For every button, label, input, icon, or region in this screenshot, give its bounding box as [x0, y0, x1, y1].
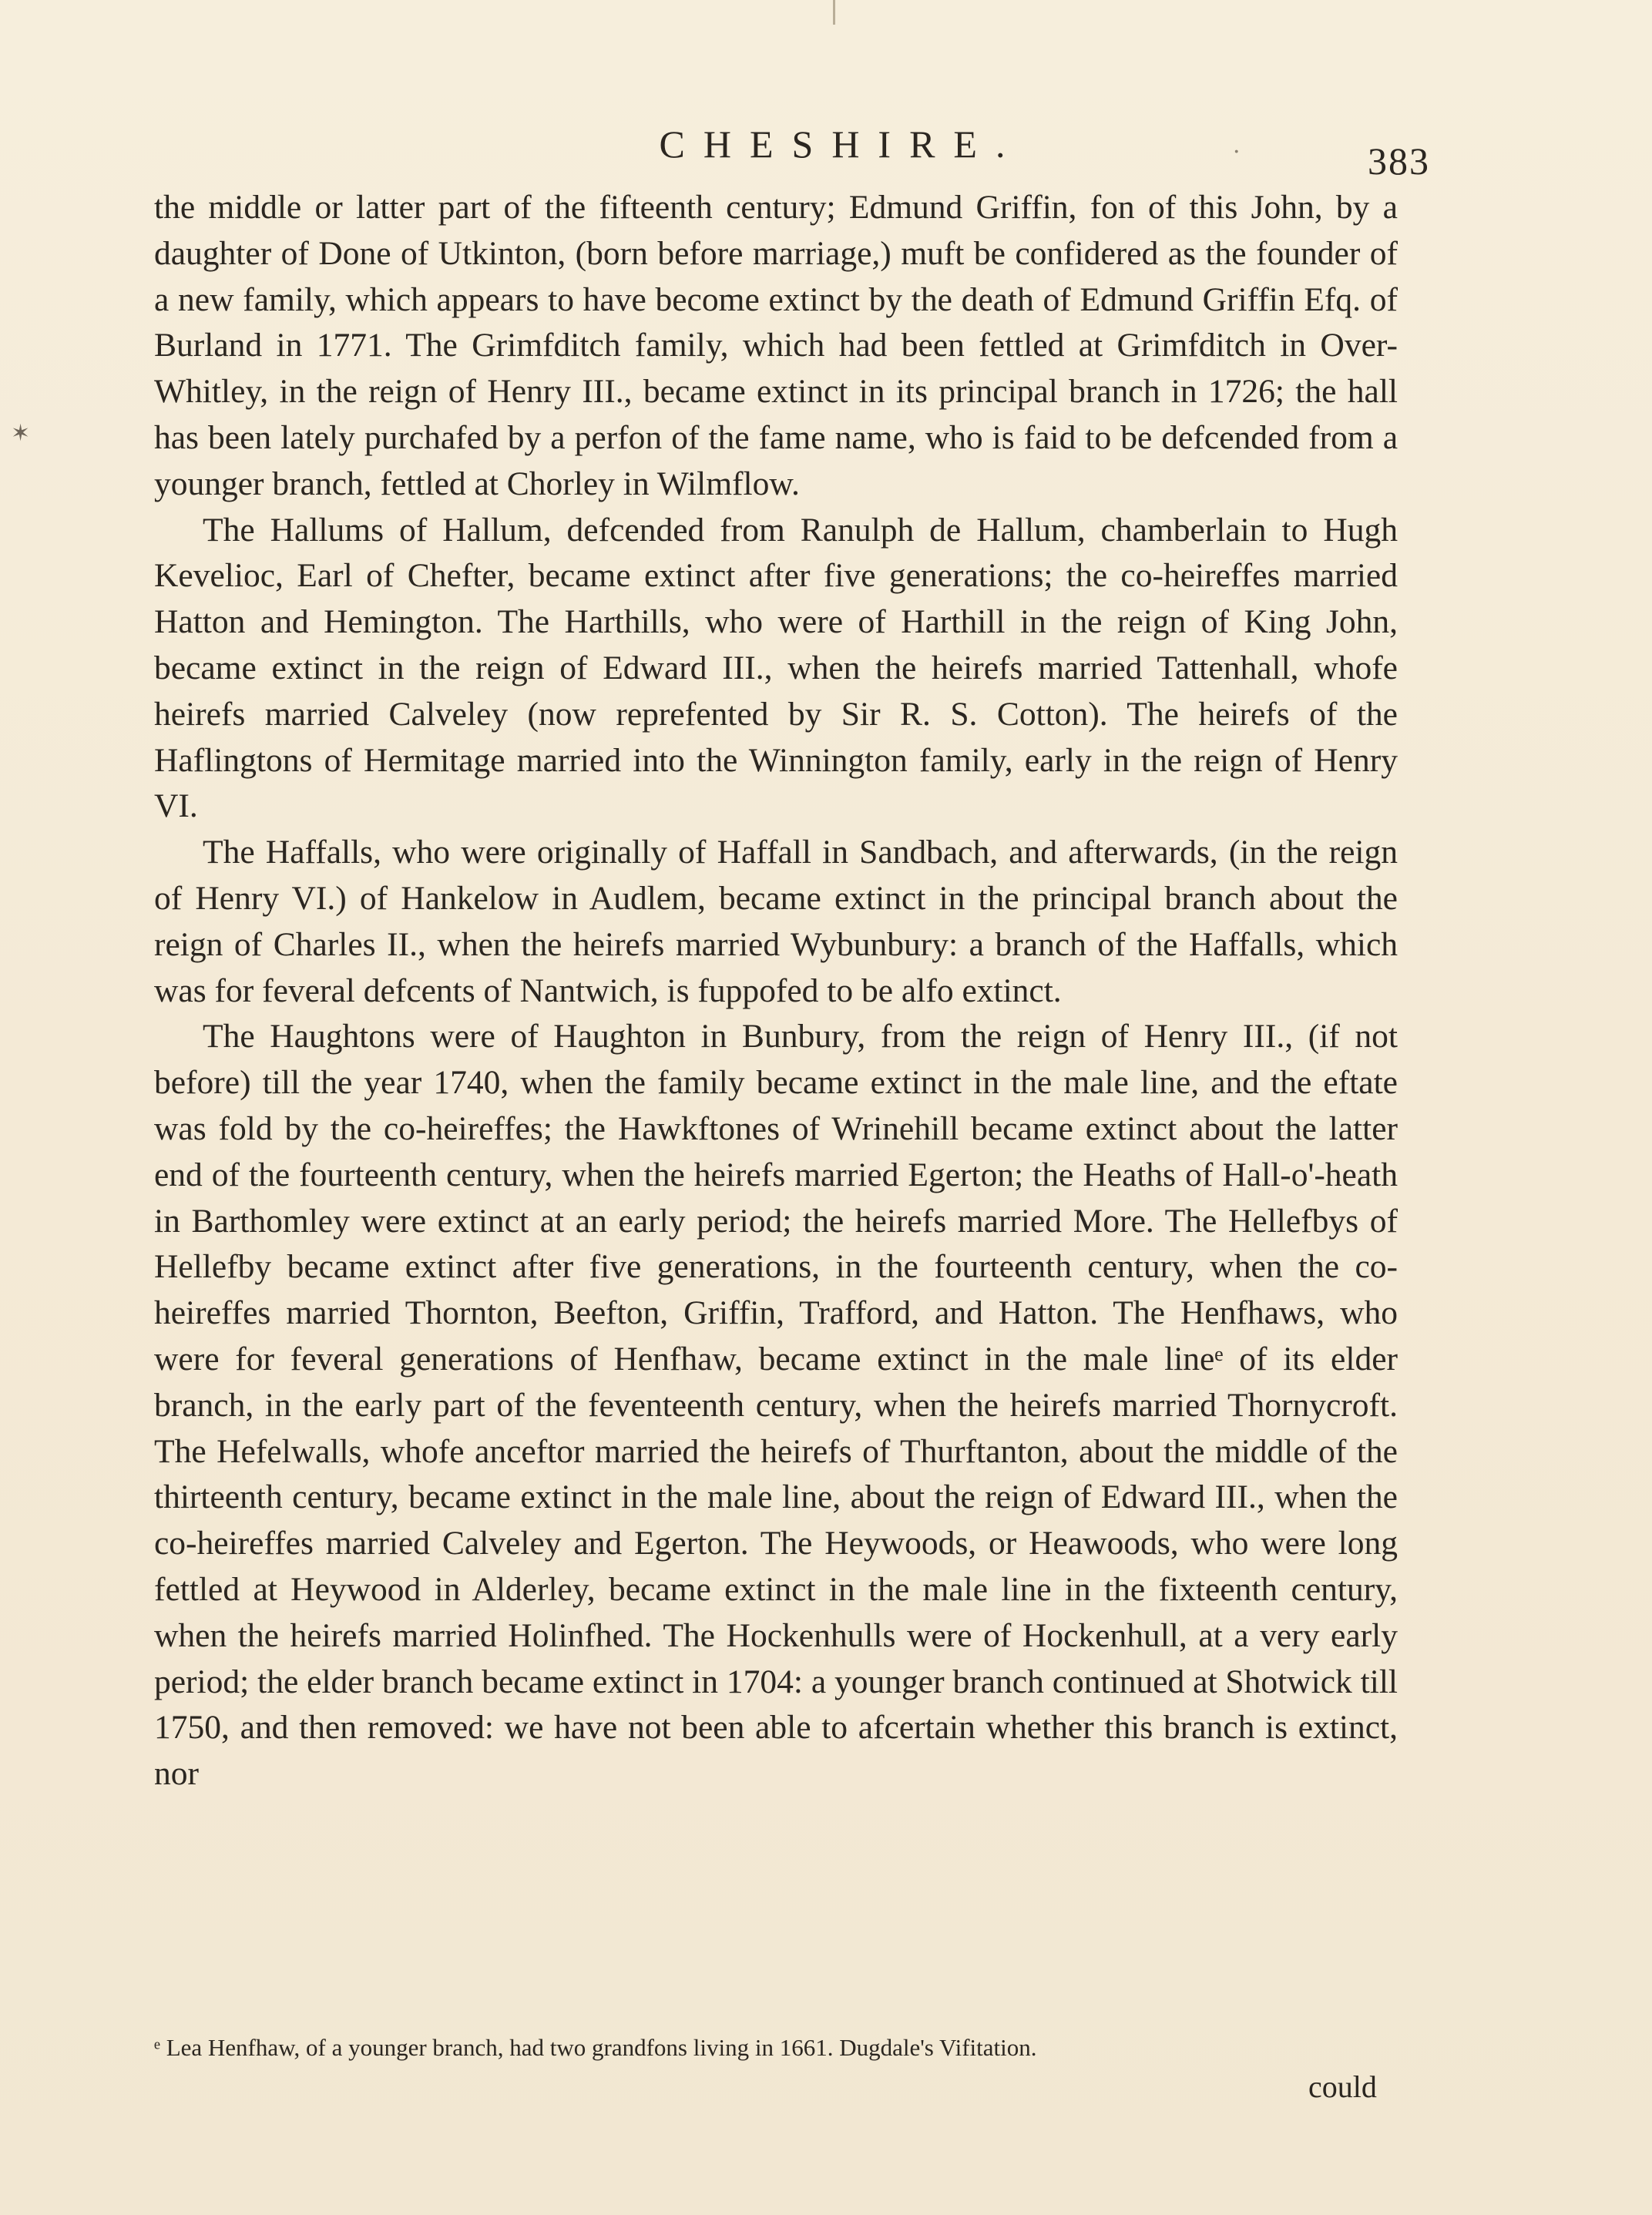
main-text	[154, 185, 1398, 1797]
paragraph: The Haughtons were of Haughton in Bunbury, from the reign of Henry III., (if not before) till the year 1740, when the family became extinct in the male line, and the eftate was fold by the co-heireffes; the Hawkftones of Wrinehill became extinct about the latter end of the fourteenth century, when the heirefs married Egerton; the Heaths of Hall-o'-heath in Barthomley were extinct at an early period; the heirefs married More. The Hellefbys of Hellefby became extinct after five generations, in the fourteenth century, when the co-heireffes married Thornton, Beefton, Griffin, Trafford, and Hatton. The Henfhaws, who were for feveral generations of Henfhaw, became extinct in the male lineᵉ of its elder branch, in the early part of the feventeenth century, when the heirefs married Thornycroft. The Hefelwalls, whofe anceftor married the heirefs of Thurftanton, about the middle of the thirteenth century, became extinct in the male line, about the reign of Edward III., when the co-heireffes married Calveley and Egerton. The Heywoods, or Heawoods, who were long fettled at Heywood in Alderley, became extinct in the male line in the fixteenth century, when the heirefs married Holinfhed. The Hockenhulls were of Hockenhull, at a very early period; the elder branch became extinct in 1704: a younger branch continued at Shotwick till 1750, and then removed: we have not been able to afcertain whether this branch is extinct, nor	[154, 1018, 1398, 1793]
paragraph: The Haffalls, who were originally of Haffall in Sandbach, and afterwards, (in the reign of Henry VI.) of Hankelow in Audlem, became extinct in the principal branch about the reign of Charles II., when the heirefs married Wybunbury: a branch of the Haffalls, which was for feveral defcents of Nantwich, is fuppofed to be alfo extinct.	[154, 834, 1398, 1009]
paragraph: The Hallums of Hallum, defcended from Ranulph de Hallum, chamberlain to Hugh Kevelioc, Earl of Chefter, became extinct after five generations; the co-heireffes married Hatton and Hemington. The Harthills, who were of Harthill in the reign of King John, became extinct in the reign of Edward III., when the heirefs married Tattenhall, whofe heirefs married Calveley (now reprefented by Sir R. S. Cotton). The heirefs of the Haflingtons of Hermitage married into the Winnington family, early in the reign of Henry VI.	[154, 511, 1398, 825]
footnote: ᵉ Lea Henfhaw, of a younger branch, had two grandfons living in 1661. Dugdale's Vifitation.	[154, 2034, 1037, 2061]
running-head-title: CHESHIRE.	[659, 122, 1024, 166]
paragraph: the middle or latter part of the fifteenth century; Edmund Griffin, fon of this John, by a daughter of Done of Utkinton, (born before marriage,) muft be confidered as the founder of a new family, which appears to have become extinct by the death of Edmund Griffin Efq. of Burland in 1771. The Grimfditch family, which had been fettled at Grimfditch in Over-Whitley, in the reign of Henry III., became extinct in its principal branch in 1726; the hall has been lately purchafed by a perfon of the fame name, who is faid to be defcended from a younger branch, fettled at Chorley in Wilmflow.	[154, 189, 1398, 502]
catchword: could	[1308, 2069, 1377, 2104]
edge-mark	[833, 0, 835, 25]
page-number: 383	[1368, 139, 1430, 183]
margin-mark: ✶	[11, 420, 31, 447]
ink-dot: ·	[1233, 139, 1241, 166]
